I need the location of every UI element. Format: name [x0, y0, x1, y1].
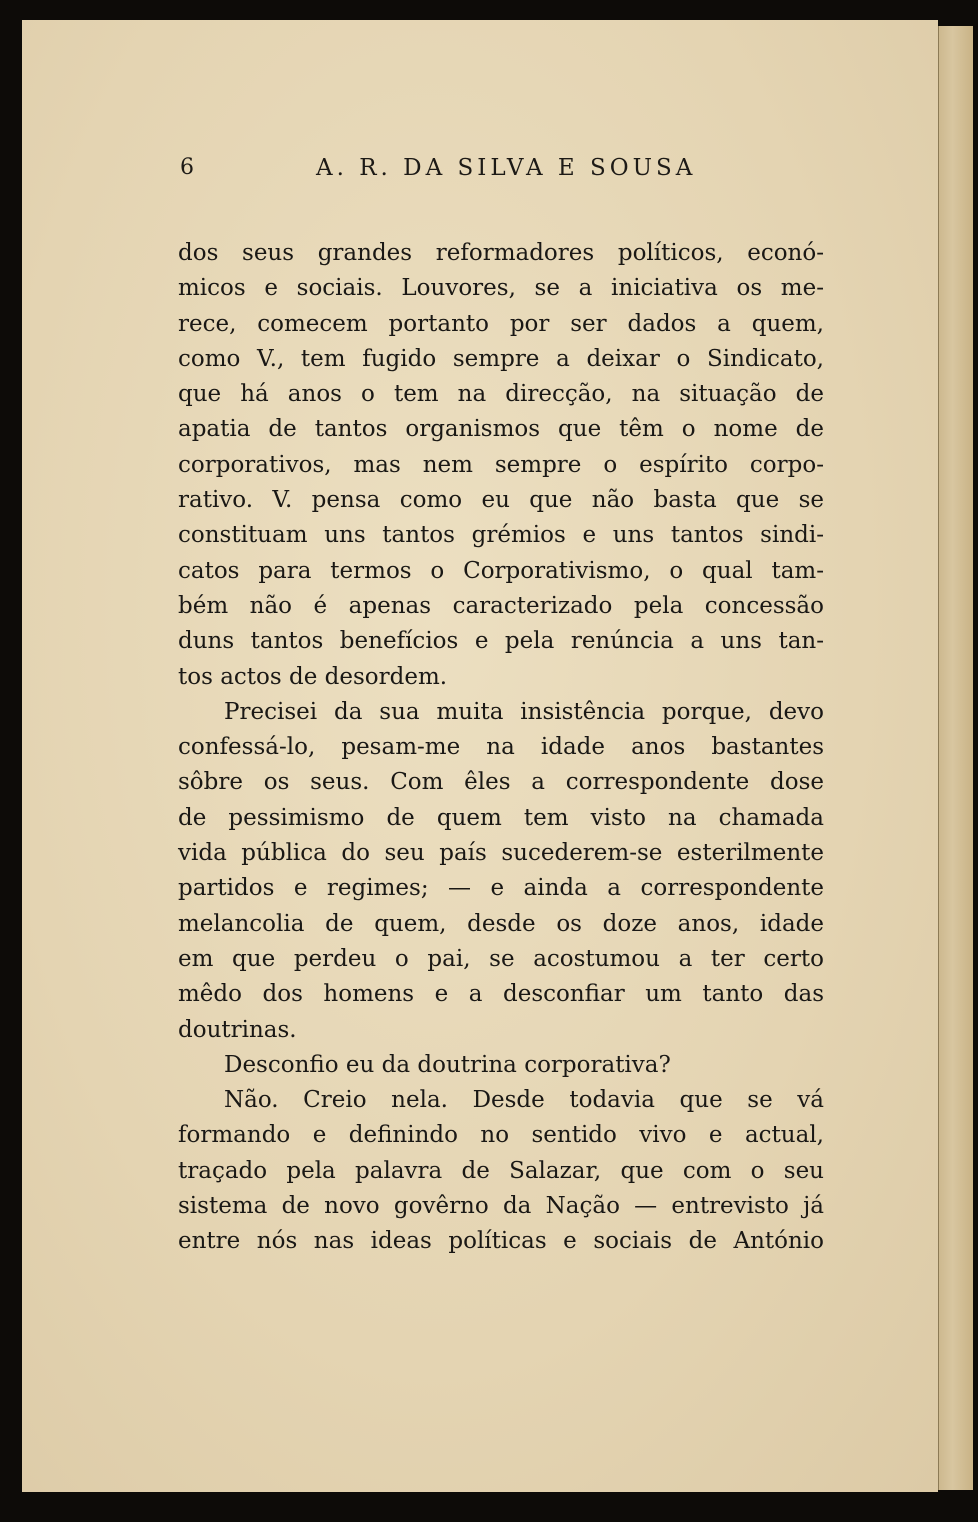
text-line: Não. Creio nela. Desde todavia que se vá [224, 1087, 824, 1114]
text-line: mêdo dos homens e a desconfiar um tanto das [178, 981, 824, 1008]
page-header [0, 155, 978, 195]
text-line: de pessimismo de quem tem visto na chamada [178, 804, 824, 831]
text-line: dos seus grandes reformadores políticos, econó- [178, 240, 824, 266]
text-line: entre nós nas ideas políticas e sociais de António [178, 1228, 824, 1255]
text-line: traçado pela palavra de Salazar, que com o seu [178, 1157, 824, 1184]
text-line: corporativos, mas nem sempre o espírito corpo- [178, 451, 824, 478]
text-line: rativo. V. pensa como eu que não basta que se [178, 487, 824, 514]
text-line: melancolia de quem, desde os doze anos, idade [178, 910, 824, 937]
text-line: Precisei da sua muita insistência porque, devo [224, 698, 824, 725]
text-line: formando e definindo no sentido vivo e actual, [178, 1122, 824, 1149]
text-line: que há anos o tem na direcção, na situação de [178, 381, 824, 408]
text-line: vida pública do seu país sucederem-se esterilmente [178, 840, 824, 867]
text-line: doutrinas. [178, 1016, 297, 1043]
text-line: confessá-lo, pesam-me na idade anos bastantes [178, 734, 824, 761]
text-line: Desconfio eu da doutrina corporativa? [224, 1051, 671, 1078]
body-text [178, 236, 824, 1260]
text-line: duns tantos benefícios e pela renúncia a uns tan- [178, 628, 824, 655]
adjacent-page-edge [938, 26, 973, 1490]
text-line: como V., tem fugido sempre a deixar o Sindicato, [178, 345, 824, 372]
running-head: A. R. DA SILVA E SOUSA [316, 155, 697, 181]
text-line: micos e sociais. Louvores, se a iniciativa os me- [178, 275, 824, 302]
text-line: catos para termos o Corporativismo, o qual tam- [178, 557, 824, 584]
text-line: apatia de tantos organismos que têm o nome de [178, 416, 824, 443]
text-line: bém não é apenas caracterizado pela concessão [178, 592, 824, 619]
text-line: constituam uns tantos grémios e uns tantos sindi- [178, 522, 824, 549]
page-number: 6 [180, 155, 194, 180]
text-line: rece, comecem portanto por ser dados a quem, [178, 310, 824, 337]
text-line: sistema de novo govêrno da Nação — entrevisto já [178, 1193, 824, 1220]
text-line: tos actos de desordem. [178, 663, 448, 690]
text-line: em que perdeu o pai, se acostumou a ter certo [178, 945, 824, 972]
text-line: partidos e regimes; — e ainda a correspondente [178, 875, 824, 902]
text-line: sôbre os seus. Com êles a correspondente dose [178, 769, 824, 796]
